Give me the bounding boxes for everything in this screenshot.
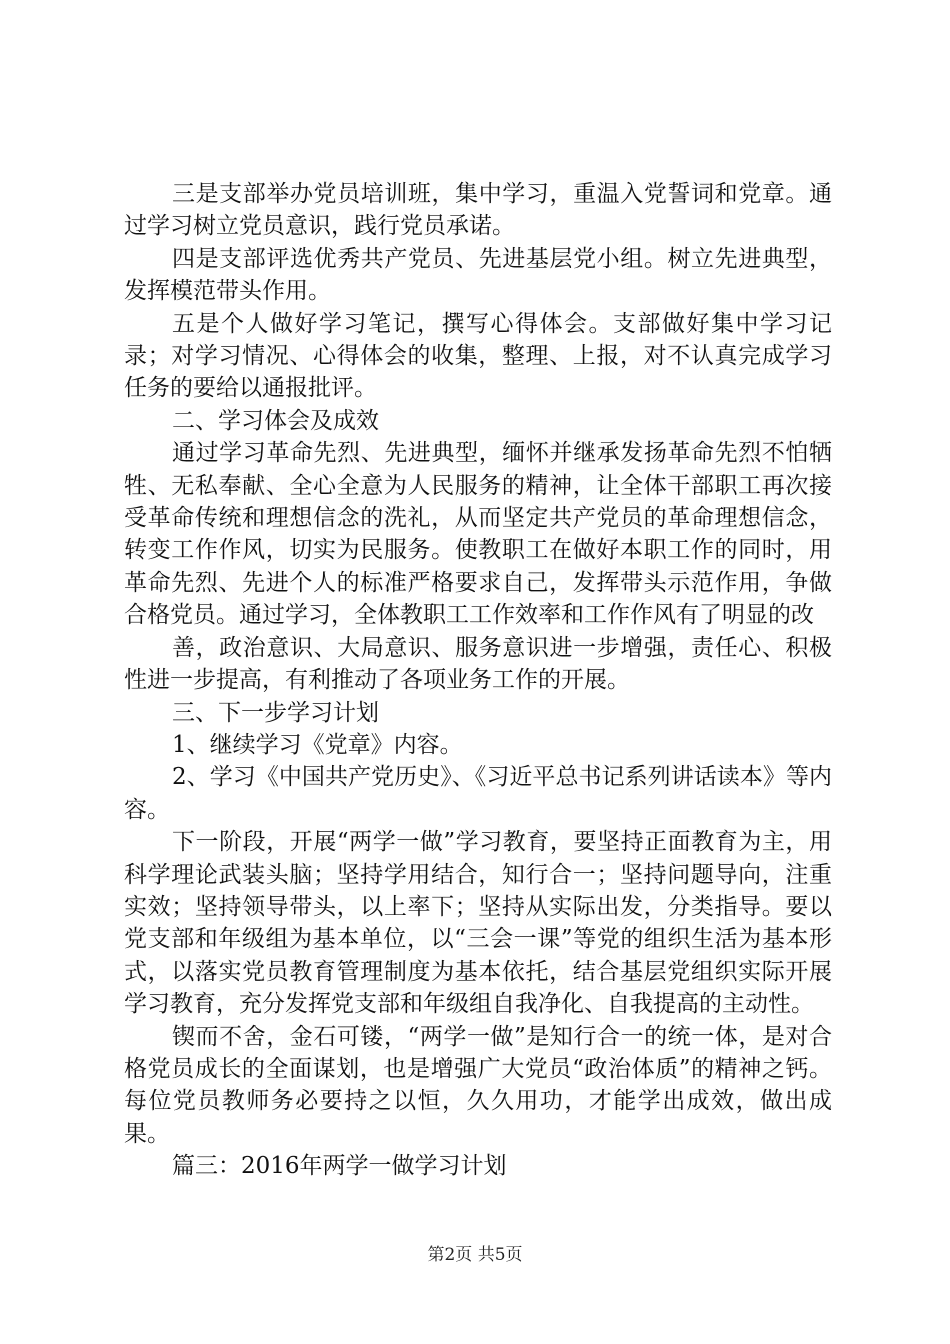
plan-item-1: 1、继续学习《党章》内容。 <box>172 731 463 758</box>
section-heading-3: 三、下一步学习计划 <box>172 699 379 726</box>
page-number-footer: 第2页 共5页 <box>427 1245 523 1265</box>
paragraph-3: 五是个人做好学习笔记，撰写心得体会。支部做好集中学习记录；对学习情况、心得体会的收集，整理、上报，对不认真完成学习任务的要给以通报批评。 <box>124 310 832 402</box>
paragraph-1: 三是支部举办党员培训班，集中学习，重温入党誓词和党章。通过学习树立党员意识，践行党员承诺。 <box>124 181 832 240</box>
next-article-heading: 篇三：2016年两学一做学习计划 <box>172 1153 507 1180</box>
paragraph-4: 通过学习革命先烈、先进典型，缅怀并继承发扬革命先烈不怕牺牲、无私奉献、全心全意为人民服务的精神，让全体干部职工再次接受革命传统和理想信念的洗礼，从而坚定共产党员的革命理想信念，转变工作作风，切实为民服务。使教职工在做好本职工作的同时，用革命先烈、先进个人的标准严格要求自己，发挥带头示范作用，争做合格党员。通过学习，全体教职工工作效率和工作作风有了明显的改 <box>124 440 832 629</box>
plan-item-2: 2、学习《中国共产党历史》、《习近平总书记系列讲话读本》等内容。 <box>124 764 832 823</box>
document-body <box>124 178 832 1183</box>
paragraph-2: 四是支部评选优秀共产党员、先进基层党小组。树立先进典型，发挥模范带头作用。 <box>124 245 832 305</box>
paragraph-7: 锲而不舍，金石可镂，“两学一做”是知行合一的统一体，是对合格党员成长的全面谋划，也是增强广大党员“政治体质”的精神之钙。每位党员教师务必要持之以恒，久久用功，才能学出成效，做出成果。 <box>124 1023 832 1147</box>
section-heading-2: 二、学习体会及成效 <box>172 407 379 434</box>
paragraph-6: 下一阶段，开展“两学一做”学习教育，要坚持正面教育为主，用科学理论武装头脑；坚持学用结合，知行合一；坚持问题导向，注重实效；坚持领导带头，以上率下；坚持从实际出发，分类指导。要以党支部和年级组为基本单位，以“三会一课”等党的组织生活为基本形式，以落实党员教育管理制度为基本依托，结合基层党组织实际开展学习教育，充分发挥党支部和年级组自我净化、自我提高的主动性。 <box>124 829 832 1018</box>
paragraph-5: 善，政治意识、大局意识、服务意识进一步增强，责任心、积极性进一步提高，有利推动了各项业务工作的开展。 <box>124 634 832 694</box>
